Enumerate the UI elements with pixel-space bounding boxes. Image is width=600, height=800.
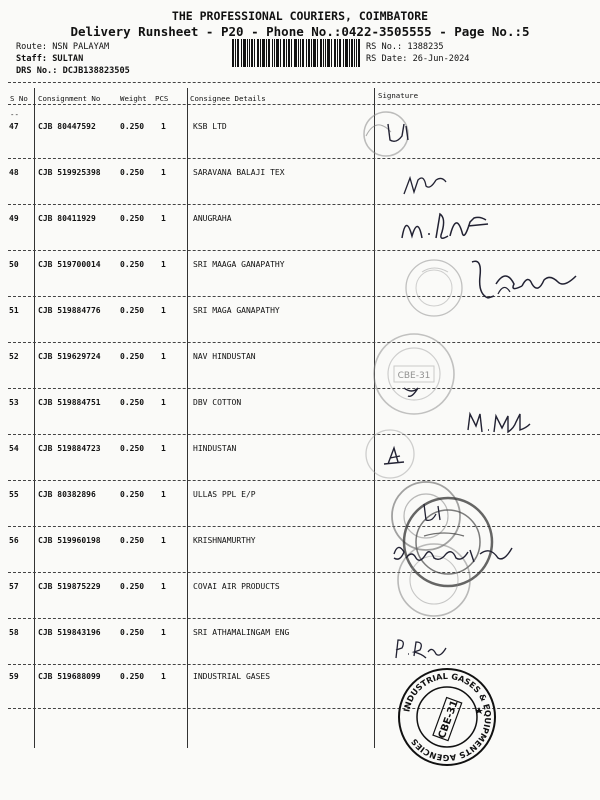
company-stamp-row-59 [392, 662, 502, 772]
row-consignment: CJB 519700014 [38, 260, 101, 269]
signature-row-48 [400, 170, 450, 200]
row-pcs: 1 [161, 352, 166, 361]
column-header-pcs: PCS [155, 94, 169, 103]
row-consignment: CJB 519925398 [38, 168, 101, 177]
row-separator [8, 388, 600, 389]
row-pcs: 1 [161, 122, 166, 131]
row-consignment: CJB 519688099 [38, 672, 101, 681]
barcode [232, 39, 360, 67]
row-consignee: KRISHNAMURTHY [193, 536, 256, 545]
signature-row-54 [382, 444, 412, 468]
signature-row-47 [382, 118, 422, 148]
row-pcs: 1 [161, 672, 166, 681]
row-consignee: ULLAS PPL E/P [193, 490, 256, 499]
row-sno: 59 [9, 672, 19, 681]
column-header-sno: S No [10, 94, 28, 103]
row-consignment: CJB 80447592 [38, 122, 96, 131]
drs-number: DRS No.: DCJB138823505 [16, 66, 130, 76]
row-consignee: COVAI AIR PRODUCTS [193, 582, 280, 591]
row-weight: 0.250 [120, 444, 145, 453]
header-rule-top [8, 82, 600, 83]
stamp-code-row-59: CBE-31 [436, 698, 461, 741]
row-pcs: 1 [161, 398, 166, 407]
row-sno: 47 [9, 122, 19, 131]
row-weight: 0.250 [120, 352, 145, 361]
runsheet-title: Delivery Runsheet - P20 - Phone No.:0422-3505555 - Page No.:5 [70, 24, 530, 39]
row-separator [8, 250, 600, 251]
row-weight: 0.250 [120, 260, 145, 269]
row-consignment: CJB 519884723 [38, 444, 101, 453]
column-divider-consignee [187, 88, 188, 748]
company-title: THE PROFESSIONAL COURIERS, COIMBATORE [171, 9, 429, 23]
row-consignee: HINDUSTAN [193, 444, 237, 453]
company-stamp-row-52 [352, 330, 482, 420]
header-rule-bottom [8, 104, 600, 105]
row-weight: 0.250 [120, 672, 145, 681]
row-separator [8, 204, 600, 205]
stamp-code-row-52: CBE-31 [397, 371, 431, 381]
row-consignment: CJB 519960198 [38, 536, 101, 545]
row-sno: 54 [9, 444, 19, 453]
row-weight: 0.250 [120, 490, 145, 499]
signature-row-58 [392, 636, 452, 662]
row-separator [8, 342, 600, 343]
row-weight: 0.250 [120, 214, 145, 223]
column-header-consignment: Consignment No [38, 94, 101, 103]
row-pcs: 1 [161, 628, 166, 637]
row-consignee: SRI MAAGA GANAPATHY [193, 260, 285, 269]
row-weight: 0.250 [120, 122, 145, 131]
row-pcs: 1 [161, 306, 166, 315]
row-consignee: INDUSTRIAL GASES [193, 672, 271, 681]
row-consignment: CJB 519884751 [38, 398, 101, 407]
row-pcs: 1 [161, 490, 166, 499]
route-label: Route: NSN PALAYAM [16, 42, 110, 52]
row-weight: 0.250 [120, 168, 145, 177]
row-sno: 57 [9, 582, 19, 591]
signature-row-55 [418, 500, 448, 524]
signature-row-49 [398, 208, 498, 256]
row-consignee: DBV COTTON [193, 398, 242, 407]
row-weight: 0.250 [120, 398, 145, 407]
row-consignee: SRI ATHAMALINGAM ENG [193, 628, 290, 637]
row-sno: 52 [9, 352, 19, 361]
row-consignment: CJB 519843196 [38, 628, 101, 637]
row-pcs: 1 [161, 536, 166, 545]
row-consignee: SARAVANA BALAJI TEX [193, 168, 285, 177]
column-divider-sno [34, 88, 35, 748]
signature-row-53 [464, 408, 534, 438]
row-weight: 0.250 [120, 582, 145, 591]
column-header-sno-underline: -- [10, 110, 19, 119]
row-sno: 51 [9, 306, 19, 315]
signature-row-56 [390, 540, 520, 570]
row-pcs: 1 [161, 444, 166, 453]
row-weight: 0.250 [120, 628, 145, 637]
row-sno: 50 [9, 260, 19, 269]
row-sno: 49 [9, 214, 19, 223]
rs-number: RS No.: 1388235 [366, 42, 444, 52]
row-consignee: KSB LTD [193, 122, 227, 131]
row-consignee: NAV HINDUSTAN [193, 352, 256, 361]
row-sno: 53 [9, 398, 19, 407]
row-consignee: SRI MAGA GANAPATHY [193, 306, 280, 315]
stamp-ring-text-row-59: INDUSTRIAL GASES & EQUIPMENTS AGENCIES [401, 670, 494, 764]
row-sno: 58 [9, 628, 19, 637]
row-consignment: CJB 519875229 [38, 582, 101, 591]
row-pcs: 1 [161, 168, 166, 177]
column-header-signature: Signature [378, 91, 419, 100]
row-weight: 0.250 [120, 306, 145, 315]
row-consignment: CJB 519629724 [38, 352, 101, 361]
row-sno: 56 [9, 536, 19, 545]
column-header-weight: Weight [120, 94, 147, 103]
row-weight: 0.250 [120, 536, 145, 545]
row-separator [8, 708, 600, 709]
row-pcs: 1 [161, 582, 166, 591]
row-consignment: CJB 519884776 [38, 306, 101, 315]
row-separator [8, 664, 600, 665]
column-header-consignee: Consignee Details [190, 94, 266, 103]
row-sno: 55 [9, 490, 19, 499]
row-consignment: CJB 80411929 [38, 214, 96, 223]
row-consignee: ANUGRAHA [193, 214, 232, 223]
signature-rows-50-51 [468, 254, 588, 306]
row-pcs: 1 [161, 260, 166, 269]
row-pcs: 1 [161, 214, 166, 223]
row-sno: 48 [9, 168, 19, 177]
rs-date: RS Date: 26-Jun-2024 [366, 54, 470, 64]
row-separator [8, 158, 600, 159]
staff-label: Staff: SULTAN [16, 54, 84, 64]
row-consignment: CJB 80382896 [38, 490, 96, 499]
